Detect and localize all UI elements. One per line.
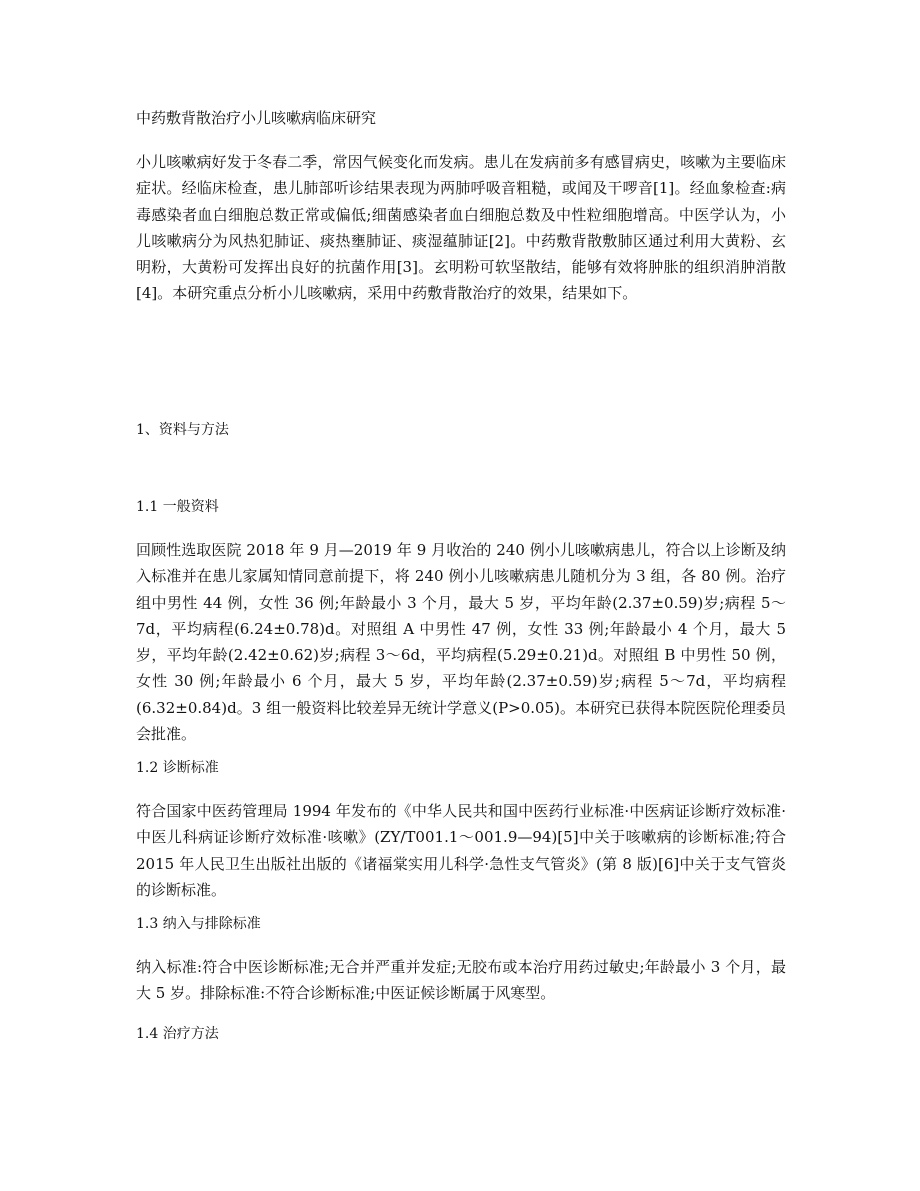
subsection-heading-diagnostic-criteria: 1.2 诊断标准 [136,760,219,776]
document-title: 中药敷背散治疗小儿咳嗽病临床研究 [136,109,377,127]
general-data-paragraph: 回顾性选取医院 2018 年 9 月—2019 年 9 月收治的 240 例小儿咳嗽病患儿，符合以上诊断及纳入标准并在患儿家属知情同意前提下，将 240 例小儿咳嗽病患儿随机分为 3 组，各 80 例。治疗组中男性 44 例，女性 36 例;年龄最小 3 个月，最大 5 岁，平均年龄(2.37±0.59)岁;病程 5～7d，平均病程(6.24±0.78)d。对照组 A 中男性 47 例，女性 33 例;年龄最小 4 个月，最大 5 岁，平均年龄(2.42±0.62)岁;病程 3～6d，平均病程(5.29±0.21)d。对照组 B 中男性 50 例，女性 30 例;年龄最小 6 个月，最大 5 岁，平均年龄(2.37±0.59)岁;病程 5～7d，平均病程(6.32±0.84)d。3 组一般资料比较差异无统计学意义(P>0.05)。本研究已获得本院医院伦理委员会批准。 [136,541,786,744]
section-heading-materials-methods: 1、资料与方法 [136,422,229,438]
subsection-heading-treatment-method: 1.4 治疗方法 [136,1026,219,1042]
subsection-heading-general-data: 1.1 一般资料 [136,499,219,515]
subsection-heading-inclusion-exclusion: 1.3 纳入与排除标准 [136,916,261,932]
intro-paragraph: 小儿咳嗽病好发于冬春二季，常因气候变化而发病。患儿在发病前多有感冒病史，咳嗽为主要临床症状。经临床检查，患儿肺部听诊结果表现为两肺呼吸音粗糙，或闻及干啰音[1]。经血象检查:病毒感染者血白细胞总数正常或偏低;细菌感染者血白细胞总数及中性粒细胞增高。中医学认为，小儿咳嗽病分为风热犯肺证、痰热壅肺证、痰湿蕴肺证[2]。中药敷背散敷肺区通过利用大黄粉、玄明粉，大黄粉可发挥出良好的抗菌作用[3]。玄明粉可软坚散结，能够有效将肿胀的组织消肿消散[4]。本研究重点分析小儿咳嗽病，采用中药敷背散治疗的效果，结果如下。 [136,153,786,303]
inclusion-exclusion-paragraph: 纳入标准:符合中医诊断标准;无合并严重并发症;无胶布或本治疗用药过敏史;年龄最小 3 个月，最大 5 岁。排除标准:不符合诊断标准;中医证候诊断属于风寒型。 [136,958,786,1003]
diagnostic-criteria-paragraph: 符合国家中医药管理局 1994 年发布的《中华人民共和国中医药行业标准·中医病证诊断疗效标准·中医儿科病证诊断疗效标准·咳嗽》(ZY/T001.1～001.9—94)[5]中关于咳嗽病的诊断标准;符合 2015 年人民卫生出版社出版的《诸福棠实用儿科学·急性支气管炎》(第 8 版)[6]中关于支气管炎的诊断标准。 [136,802,786,899]
